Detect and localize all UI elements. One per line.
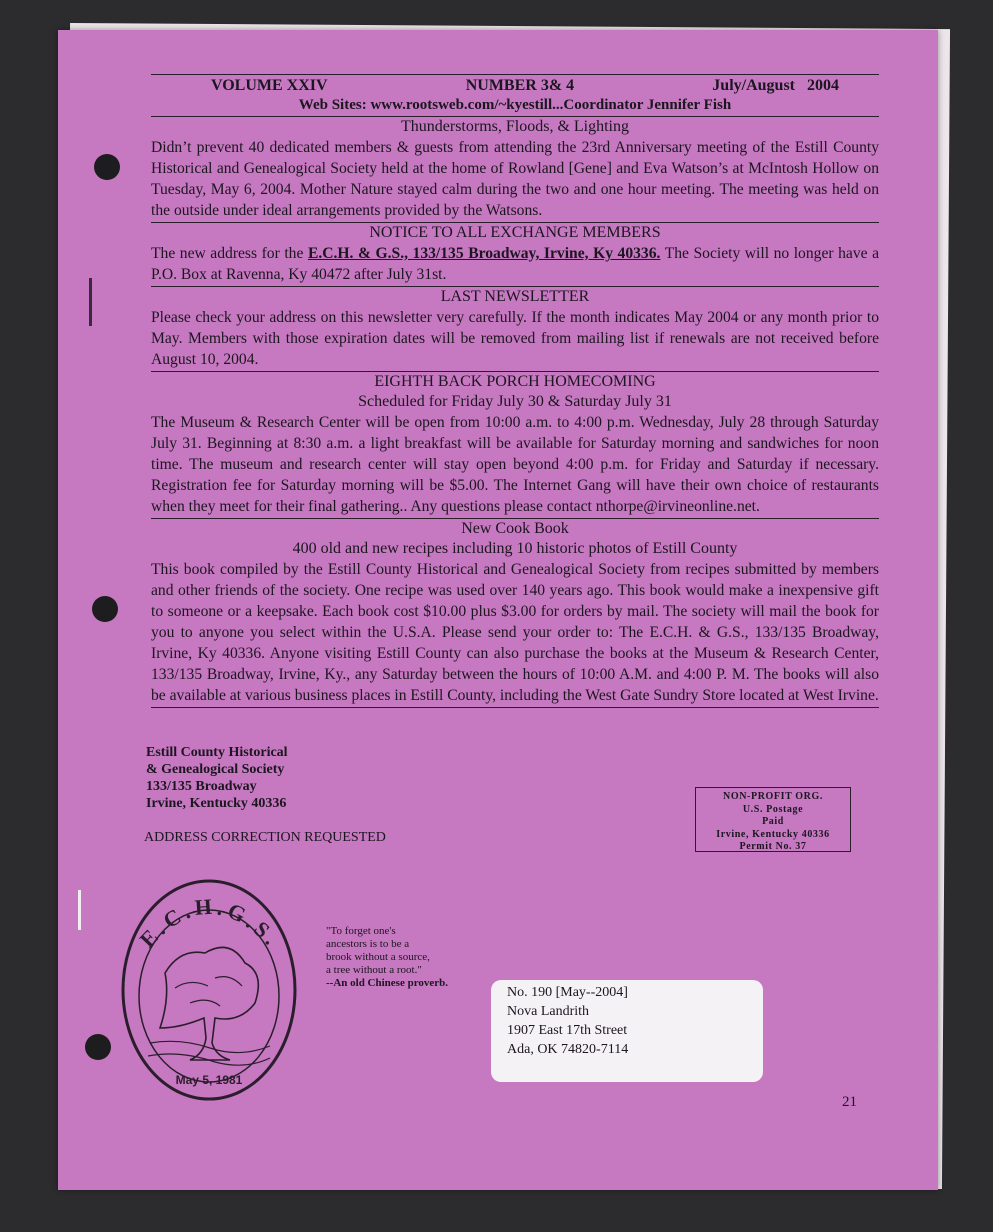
section-title: NOTICE TO ALL EXCHANGE MEMBERS <box>369 224 661 241</box>
return-address <box>146 744 288 812</box>
label-line: No. 190 [May--2004] <box>507 985 628 1000</box>
section-text <box>151 243 879 285</box>
punch-hole <box>92 596 118 622</box>
notice-text-after: The Society will no longer have a P.O. Box at Ravenna, Ky 40472 after July 31st. <box>151 245 880 283</box>
websites-line: Web Sites: www.rootsweb.com/~kyestill...Coordinator Jennifer Fish <box>298 97 732 113</box>
permit-line: U.S. Postage <box>742 803 804 815</box>
section-notice <box>151 223 879 287</box>
seal-letters: E.C.H.G.S. <box>134 893 286 953</box>
notice-text-before: The new address for the <box>151 245 308 262</box>
permit-line: Permit No. 37 <box>739 841 807 852</box>
label-line: Ada, OK 74820-7114 <box>507 1042 629 1057</box>
volume: VOLUME XXIV <box>211 77 328 94</box>
newsletter-page <box>58 30 938 1190</box>
society-address: E.C.H. & G.S., 133/135 Broadway, Irvine, Ky 40336. <box>307 245 661 262</box>
mailing-label <box>491 980 763 1082</box>
section-rule <box>151 707 879 708</box>
address-correction-notice: ADDRESS CORRECTION REQUESTED <box>144 830 386 845</box>
section-title: New Cook Book <box>461 520 569 537</box>
seal-date: May 5, 1981 <box>175 1073 243 1087</box>
section-text: This book compiled by the Estill County Historical and Genealogical Society from recipes submitted by members and other friends of the society. One recipe was used over 140 years ago. This book would make a inexpensive gift to someone or a keepsake. Each book cost $10.00 plus $3.00 for orders by mail. The society will mail the book for you to anyone you select within the U.S.A. Please send your order to: The E.C.H. & G.S., 133/135 Broadway, Irvine, Ky 40336. Anyone visiting Estill County can also purchase the books at the Museum & Research Center, 133/135 Broadway, Irvine, Ky., any Saturday between the hours of 10:00 A.M. and 4:00 P. M. The books will also be available at various business places in Estill County, including the West Gate Sundry Store located at West Irvine. <box>151 561 879 704</box>
issue-number: NUMBER 3& 4 <box>465 77 575 94</box>
issue-date: July/August 2004 <box>712 77 839 94</box>
section-text: Didn’t prevent 40 dedicated members & guests from attending the 23rd Anniversary meeting of the Estill County Historical and Genealogical Society held at the home of Rowland [Gene] and Eva Watson’s at McIntosh Hollow on Tuesday, May 6, 2004. Mother Nature stayed calm during the two and one hour meeting. The meeting was held on the outside under ideal arrangements provided by the Watsons. <box>151 139 879 219</box>
section-text: The Museum & Research Center will be open from 10:00 a.m. to 4:00 p.m. Wednesday, July 28 through Saturday July 31. Beginning at 8:30 a.m. a light breakfast will be available for Saturday morning and sandwiches for noon time. The museum and research center will stay open beyond 4:00 p.m. for Friday and Saturday if necessary. Registration fee for Saturday morning will be $5.00. The Internet Gang will have their own choice of restaurants when they meet for their final gathering.. Any questions please contact nthorpe@irvineonline.net. <box>151 414 879 515</box>
staple-mark <box>78 890 81 930</box>
permit-line: NON-PROFIT ORG. <box>723 791 823 802</box>
punch-hole <box>85 1034 111 1060</box>
label-line: 1907 East 17th Street <box>507 1023 628 1038</box>
section-title: EIGHTH BACK PORCH HOMECOMING <box>374 373 656 390</box>
quote-attribution: --An old Chinese proverb. <box>326 977 449 989</box>
postage-permit-box <box>695 787 851 852</box>
section-subtitle: 400 old and new recipes including 10 historic photos of Estill County <box>292 540 738 557</box>
quote-line: "To forget one's <box>326 925 396 937</box>
section-text: Please check your address on this newsletter very carefully. If the month indicates May 2004 or any month prior to May. Members with those expiration dates will be removed from mailing list if renewals are not received before August 10, 2004. <box>151 309 879 368</box>
masthead <box>151 75 879 97</box>
newsletter-body <box>151 74 879 708</box>
return-address-line: 133/135 Broadway <box>146 779 257 794</box>
return-address-line: Irvine, Kentucky 40336 <box>146 796 287 811</box>
return-address-line: Estill County Historical <box>146 745 288 760</box>
society-seal-logo <box>120 878 298 1102</box>
section-homecoming <box>151 372 879 519</box>
section-storms <box>151 117 879 223</box>
section-title: LAST NEWSLETTER <box>440 288 590 305</box>
return-address-line: & Genealogical Society <box>146 762 285 777</box>
punch-hole <box>94 154 120 180</box>
label-line: Nova Landrith <box>507 1004 590 1019</box>
quote-line: ancestors is to be a <box>326 938 410 950</box>
section-title: Thunderstorms, Floods, & Lighting <box>401 118 629 135</box>
quote-line: brook without a source, <box>326 951 430 963</box>
section-subtitle: Scheduled for Friday July 30 & Saturday July 31 <box>358 393 672 410</box>
permit-line: Irvine, Kentucky 40336 <box>716 828 830 840</box>
section-cookbook <box>151 519 879 708</box>
permit-line: Paid <box>762 816 784 827</box>
proverb-quote <box>326 925 506 990</box>
page-number: 21 <box>842 1094 857 1110</box>
section-last-newsletter <box>151 287 879 372</box>
quote-line: a tree without a root." <box>326 964 422 976</box>
staple-mark <box>89 278 92 326</box>
